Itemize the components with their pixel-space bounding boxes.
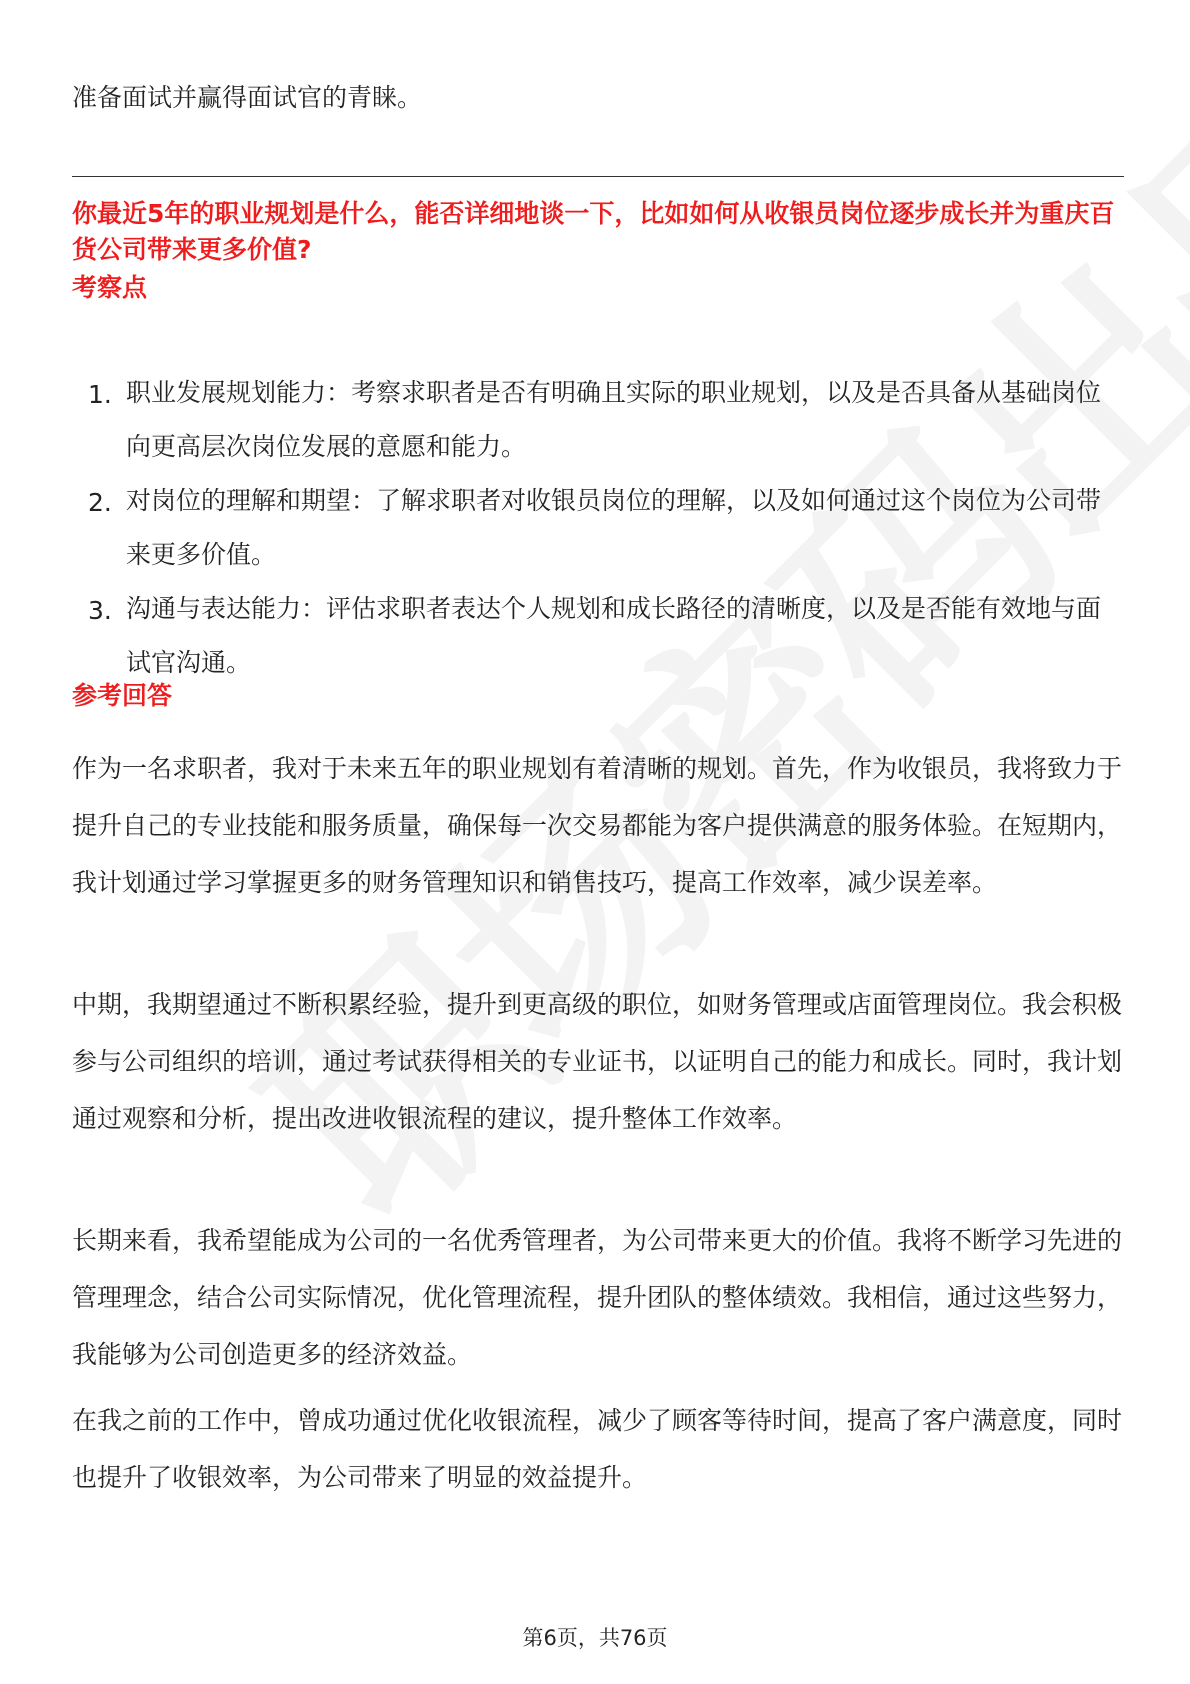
list-number: 1. xyxy=(88,380,112,409)
paragraph-text: 长期来看，我希望能成为公司的一名优秀管理者，为公司带来更大的价值。我将不断学习先进的管理理念，结合公司实际情况，优化管理流程，提升团队的整体绩效。我相信，通过这些努力，我能够为公司创造更多的经济效益。 xyxy=(72,1226,1123,1369)
list-item-text: 职业发展规划能力：考察求职者是否有明确且实际的职业规划，以及是否具备从基础岗位向更高层次岗位发展的意愿和能力。 xyxy=(126,378,1102,461)
question-heading: 你最近5年的职业规划是什么，能否详细地谈一下，比如如何从收银员岗位逐步成长并为重庆百货公司带来更多价值? xyxy=(72,199,1115,264)
answer-paragraph xyxy=(72,1212,1122,1383)
list-number: 2. xyxy=(88,488,112,517)
list-item-text: 对岗位的理解和期望：了解求职者对收银员岗位的理解，以及如何通过这个岗位为公司带来更多价值。 xyxy=(126,486,1102,569)
answer-title: 参考回答 xyxy=(72,681,173,710)
divider xyxy=(72,176,1124,177)
exam-points-title: 考察点 xyxy=(72,273,148,302)
exam-points-list xyxy=(72,366,1122,690)
list-number: 3. xyxy=(88,596,112,625)
paragraph-text: 中期，我期望通过不断积累经验，提升到更高级的职位，如财务管理或店面管理岗位。我会积极参与公司组织的培训，通过考试获得相关的专业证书，以证明自己的能力和成长。同时，我计划通过观察和分析，提出改进收银流程的建议，提升整体工作效率。 xyxy=(72,990,1123,1133)
list-item-text: 沟通与表达能力：评估求职者表达个人规划和成长路径的清晰度，以及是否能有效地与面试官沟通。 xyxy=(126,594,1102,677)
answer-paragraph xyxy=(72,1392,1122,1506)
paragraph-text: 在我之前的工作中，曾成功通过优化收银流程，减少了顾客等待时间，提高了客户满意度，同时也提升了收银效率，为公司带来了明显的效益提升。 xyxy=(72,1406,1123,1492)
answer-paragraph xyxy=(72,976,1122,1147)
answer-paragraph xyxy=(72,740,1122,911)
paragraph-text: 作为一名求职者，我对于未来五年的职业规划有着清晰的规划。首先，作为收银员，我将致力于提升自己的专业技能和服务质量，确保每一次交易都能为客户提供满意的服务体验。在短期内，我计划通过学习掌握更多的财务管理知识和销售技巧，提高工作效率，减少误差率。 xyxy=(72,754,1123,897)
continued-text: 准备面试并赢得面试官的青睐。 xyxy=(72,83,423,112)
list-item xyxy=(72,366,1122,474)
list-item xyxy=(72,582,1122,690)
list-item xyxy=(72,474,1122,582)
page-footer: 第6页，共76页 xyxy=(522,1626,668,1650)
